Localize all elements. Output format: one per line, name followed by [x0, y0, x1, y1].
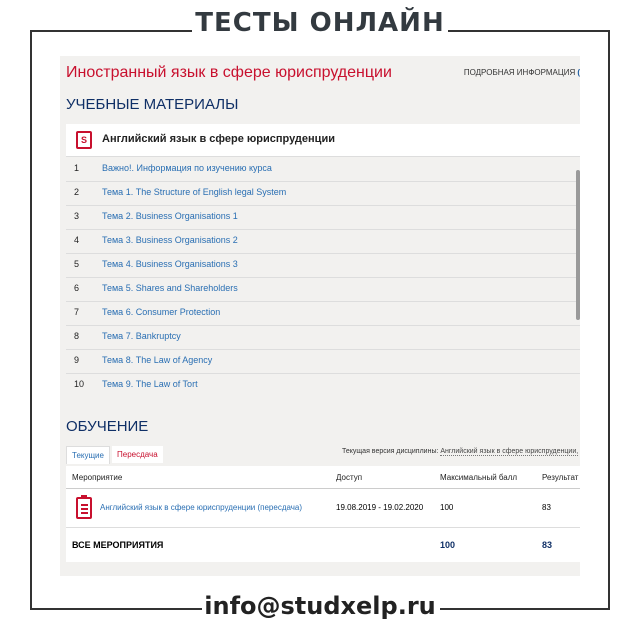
clipboard-icon: [76, 497, 92, 519]
more-info-link[interactable]: [464, 68, 580, 77]
material-link[interactable]: Тема 9. The Law of Tort: [102, 379, 198, 389]
material-link[interactable]: Тема 1. The Structure of English legal System: [102, 187, 287, 197]
material-link[interactable]: Тема 8. The Law of Agency: [102, 355, 213, 365]
frame-right: [608, 30, 610, 610]
document-icon: S: [76, 131, 92, 149]
material-number: 5: [74, 259, 80, 269]
material-link[interactable]: Тема 4. Business Organisations 3: [102, 259, 238, 269]
material-number: 9: [74, 355, 80, 365]
material-row[interactable]: [66, 373, 580, 397]
material-row[interactable]: [66, 229, 580, 254]
material-number: 10: [74, 379, 85, 389]
lms-screenshot: [60, 56, 580, 576]
info-icon: (: [577, 68, 580, 77]
material-link[interactable]: Важно!. Информация по изучению курса: [102, 163, 272, 173]
total-label: ВСЕ МЕРОПРИЯТИЯ: [72, 540, 164, 550]
version-select[interactable]: Английский язык в сфере юриспруденции,: [440, 448, 579, 455]
events-table: [66, 466, 580, 562]
version-label: Текущая версия дисциплины:: [342, 448, 439, 455]
event-access: 19.08.2019 - 19.02.2020: [336, 503, 424, 512]
col-result: Результат: [542, 473, 579, 482]
col-max: Максимальный балл: [440, 473, 518, 482]
material-row[interactable]: [66, 205, 580, 230]
tab-retake[interactable]: Пересдача: [112, 446, 163, 463]
table-total: [66, 528, 580, 562]
event-link[interactable]: Английский язык в сфере юриспруденции (пересдача): [100, 503, 303, 512]
more-info-label: ПОДРОБНАЯ ИНФОРМАЦИЯ: [463, 68, 576, 77]
footer-email: info@studxelp.ru: [204, 592, 436, 620]
material-link[interactable]: Тема 7. Bankruptcy: [102, 331, 181, 341]
material-row[interactable]: [66, 157, 580, 182]
course-title: Иностранный язык в сфере юриспруденции: [66, 64, 392, 81]
material-link[interactable]: Тема 2. Business Organisations 1: [102, 211, 238, 221]
material-link[interactable]: Тема 3. Business Organisations 2: [102, 235, 238, 245]
material-row[interactable]: [66, 181, 580, 206]
materials-scrollbar[interactable]: [576, 170, 580, 320]
event-result: 83: [542, 503, 551, 512]
learning-heading: ОБУЧЕНИЕ: [66, 418, 149, 435]
material-number: 7: [74, 307, 80, 317]
material-number: 3: [74, 211, 80, 221]
material-number: 1: [74, 163, 80, 173]
discipline-version: [342, 448, 578, 455]
total-result: 83: [542, 540, 553, 550]
materials-heading: УЧЕБНЫЕ МАТЕРИАЛЫ: [66, 96, 239, 113]
material-number: 4: [74, 235, 80, 245]
material-number: 2: [74, 187, 80, 197]
material-link[interactable]: Тема 6. Consumer Protection: [102, 307, 221, 317]
tab-current[interactable]: Текущие: [66, 446, 110, 464]
total-max: 100: [440, 540, 456, 550]
material-row[interactable]: [66, 277, 580, 302]
material-row[interactable]: [66, 253, 580, 278]
frame-left: [30, 30, 32, 610]
material-number: 6: [74, 283, 80, 293]
col-event: Мероприятие: [72, 473, 123, 482]
material-number: 8: [74, 331, 80, 341]
material-row[interactable]: [66, 349, 580, 374]
materials-card-title: Английский язык в сфере юриспруденции: [102, 133, 335, 145]
header-title: ТЕСТЫ ОНЛАЙН: [195, 8, 445, 38]
materials-card[interactable]: [66, 124, 580, 157]
table-row[interactable]: [66, 489, 580, 528]
material-row[interactable]: [66, 301, 580, 326]
event-max: 100: [440, 503, 454, 512]
col-access: Доступ: [336, 473, 363, 482]
material-link[interactable]: Тема 5. Shares and Shareholders: [102, 283, 238, 293]
material-row[interactable]: [66, 325, 580, 350]
table-header: [66, 466, 580, 489]
